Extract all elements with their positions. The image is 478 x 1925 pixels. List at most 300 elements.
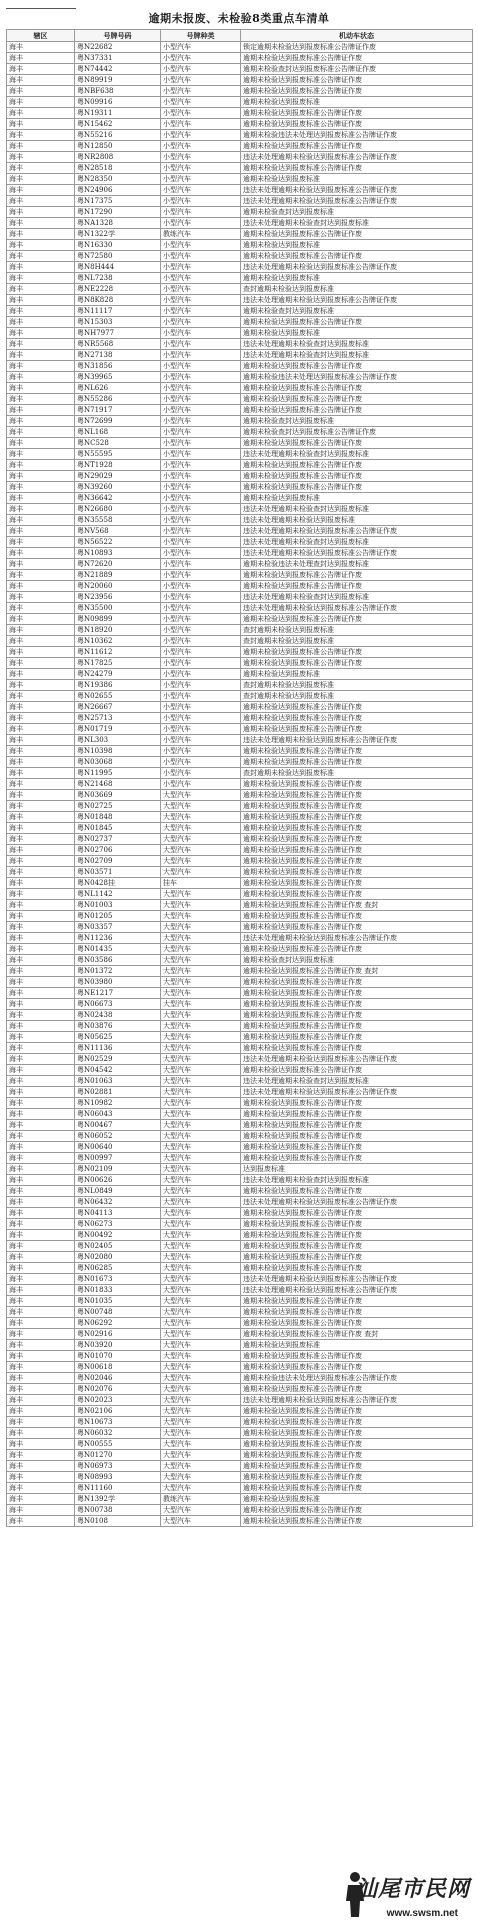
cell-plate-type: 小型汽车: [161, 460, 241, 471]
cell-plate-number: 粤N10893: [75, 548, 161, 559]
cell-plate-type: 大型汽车: [161, 1516, 241, 1527]
table-row: [7, 174, 473, 185]
cell-plate-type: 小型汽车: [161, 273, 241, 284]
cell-plate-number: 粤N28518: [75, 163, 161, 174]
cell-plate-number: 粤NT1928: [75, 460, 161, 471]
cell-plate-type: 小型汽车: [161, 152, 241, 163]
cell-plate-type: 大型汽车: [161, 1219, 241, 1230]
cell-plate-type: 小型汽车: [161, 669, 241, 680]
table-row: [7, 1252, 473, 1263]
cell-vehicle-status: 逾期未检验达到报废标准公告牌证作废: [241, 1483, 473, 1494]
cell-plate-number: 粤N72580: [75, 251, 161, 262]
cell-vehicle-status: 逾期未检验达到报废标准公告牌证作废: [241, 1417, 473, 1428]
cell-vehicle-status: 违法未处理逾期未检验达到报废标准公告牌证作废: [241, 526, 473, 537]
cell-vehicle-status: 逾期未检验达到报废标准公告牌证作废: [241, 317, 473, 328]
table-row: [7, 152, 473, 163]
cell-vehicle-status: 逾期未检验达到报废标准: [241, 493, 473, 504]
cell-plate-number: 粤N01435: [75, 944, 161, 955]
cell-district: 海丰: [7, 1428, 75, 1439]
cell-district: 海丰: [7, 1021, 75, 1032]
table-row: [7, 1164, 473, 1175]
cell-plate-type: 大型汽车: [161, 1043, 241, 1054]
cell-vehicle-status: 逾期未检验达到报废标准公告牌证作废: [241, 229, 473, 240]
cell-plate-number: 粤N00748: [75, 1307, 161, 1318]
cell-plate-type: 小型汽车: [161, 405, 241, 416]
table-row: [7, 867, 473, 878]
cell-plate-number: 粤N55216: [75, 130, 161, 141]
cell-plate-type: 小型汽车: [161, 449, 241, 460]
table-row: [7, 1153, 473, 1164]
cell-plate-number: 粤NC528: [75, 438, 161, 449]
cell-plate-type: 大型汽车: [161, 1395, 241, 1406]
table-row: [7, 526, 473, 537]
cell-vehicle-status: 逾期未检验达到报废标准公告牌证作废: [241, 856, 473, 867]
cell-vehicle-status: 查封逾期未检验达到报废标准: [241, 284, 473, 295]
cell-plate-number: 粤NR5568: [75, 339, 161, 350]
cell-district: 海丰: [7, 1065, 75, 1076]
cell-plate-number: 粤N39965: [75, 372, 161, 383]
cell-plate-type: 大型汽车: [161, 1373, 241, 1384]
cell-plate-number: 粤N03068: [75, 757, 161, 768]
cell-plate-type: 小型汽车: [161, 614, 241, 625]
table-row: [7, 592, 473, 603]
cell-district: 海丰: [7, 658, 75, 669]
cell-plate-type: 小型汽车: [161, 647, 241, 658]
cell-plate-type: 小型汽车: [161, 207, 241, 218]
cell-district: 海丰: [7, 1351, 75, 1362]
cell-plate-type: 小型汽车: [161, 658, 241, 669]
cell-vehicle-status: 逾期未检验达到报废标准公告牌证作废: [241, 1153, 473, 1164]
cell-plate-number: 粤N10398: [75, 746, 161, 757]
cell-district: 海丰: [7, 1010, 75, 1021]
cell-plate-number: 粤N02438: [75, 1010, 161, 1021]
cell-vehicle-status: 逾期未检验达到报废标准公告牌证作废: [241, 1065, 473, 1076]
cell-plate-number: 粤N17825: [75, 658, 161, 669]
cell-district: 海丰: [7, 1417, 75, 1428]
cell-plate-type: 大型汽车: [161, 1076, 241, 1087]
cell-plate-number: 粤N56522: [75, 537, 161, 548]
cell-plate-number: 粤NE2228: [75, 284, 161, 295]
cell-plate-type: 大型汽车: [161, 823, 241, 834]
cell-plate-type: 小型汽车: [161, 757, 241, 768]
cell-district: 海丰: [7, 1274, 75, 1285]
cell-district: 海丰: [7, 911, 75, 922]
cell-plate-type: 小型汽车: [161, 328, 241, 339]
cell-plate-type: 小型汽车: [161, 64, 241, 75]
table-row: [7, 1439, 473, 1450]
cell-plate-number: 粤N06285: [75, 1263, 161, 1274]
cell-plate-type: 小型汽车: [161, 141, 241, 152]
table-row: [7, 724, 473, 735]
cell-plate-number: 粤N04542: [75, 1065, 161, 1076]
table-row: [7, 1120, 473, 1131]
table-row: [7, 449, 473, 460]
cell-vehicle-status: 逾期未检验达到报废标准公告牌证作废: [241, 713, 473, 724]
cell-district: 海丰: [7, 284, 75, 295]
cell-vehicle-status: 逾期未检验达到报废标准公告牌证作废: [241, 944, 473, 955]
cell-plate-type: 挂车: [161, 878, 241, 889]
cell-district: 海丰: [7, 317, 75, 328]
cell-district: 海丰: [7, 240, 75, 251]
cell-plate-number: 粤N29029: [75, 471, 161, 482]
cell-vehicle-status: 逾期未检验达到报废标准公告牌证作废: [241, 999, 473, 1010]
cell-vehicle-status: 逾期未检验查封达到报废标准: [241, 416, 473, 427]
table-row: [7, 735, 473, 746]
cell-plate-type: 大型汽车: [161, 834, 241, 845]
table-row: [7, 284, 473, 295]
table-row: [7, 603, 473, 614]
cell-plate-number: 粤N36642: [75, 493, 161, 504]
cell-vehicle-status: 逾期未检验达到报废标准公告牌证作废 查封: [241, 900, 473, 911]
cell-vehicle-status: 逾期未检验达到报废标准公告牌证作废: [241, 1131, 473, 1142]
cell-plate-number: 粤N06052: [75, 1131, 161, 1142]
table-row: [7, 163, 473, 174]
table-row: [7, 1208, 473, 1219]
table-row: [7, 559, 473, 570]
table-row: [7, 1318, 473, 1329]
cell-district: 海丰: [7, 262, 75, 273]
cell-plate-number: 粤NE1217: [75, 988, 161, 999]
cell-district: 海丰: [7, 218, 75, 229]
cell-vehicle-status: 逾期未检验达到报废标准公告牌证作废: [241, 1296, 473, 1307]
cell-district: 海丰: [7, 1483, 75, 1494]
table-row: [7, 658, 473, 669]
cell-plate-number: 粤N03669: [75, 790, 161, 801]
cell-plate-type: 大型汽车: [161, 790, 241, 801]
cell-plate-type: 大型汽车: [161, 1472, 241, 1483]
cell-plate-number: 粤N37331: [75, 53, 161, 64]
cell-plate-type: 小型汽车: [161, 724, 241, 735]
cell-district: 海丰: [7, 1241, 75, 1252]
cell-plate-number: 粤N06973: [75, 1461, 161, 1472]
cell-vehicle-status: 逾期未检验达到报废标准公告牌证作废: [241, 1010, 473, 1021]
cell-plate-number: 粤N8K828: [75, 295, 161, 306]
cell-plate-number: 粤NL7238: [75, 273, 161, 284]
cell-vehicle-status: 逾期未检验达到报废标准公告牌证作废: [241, 757, 473, 768]
cell-district: 海丰: [7, 614, 75, 625]
cell-plate-number: 粤N15303: [75, 317, 161, 328]
cell-district: 海丰: [7, 691, 75, 702]
cell-vehicle-status: 逾期未检验达到报废标准公告牌证作废: [241, 1439, 473, 1450]
cell-plate-type: 大型汽车: [161, 1318, 241, 1329]
cell-district: 海丰: [7, 64, 75, 75]
cell-vehicle-status: 逾期未检验达到报废标准公告牌证作废: [241, 1505, 473, 1516]
table-row: [7, 42, 473, 53]
cell-plate-type: 小型汽车: [161, 735, 241, 746]
cell-vehicle-status: 逾期未检验达到报废标准公告牌证作废: [241, 889, 473, 900]
table-row: [7, 460, 473, 471]
table-row: [7, 416, 473, 427]
cell-district: 海丰: [7, 1318, 75, 1329]
cell-plate-type: 小型汽车: [161, 504, 241, 515]
cell-plate-number: 粤NH7977: [75, 328, 161, 339]
cell-plate-number: 粤NA1328: [75, 218, 161, 229]
cell-plate-number: 粤N01833: [75, 1285, 161, 1296]
table-row: [7, 1087, 473, 1098]
vehicle-list-table: [6, 29, 473, 1527]
cell-vehicle-status: 逾期未检验达到报废标准公告牌证作废: [241, 1043, 473, 1054]
table-row: [7, 647, 473, 658]
cell-vehicle-status: 逾期未检验达到报废标准公告牌证作废: [241, 647, 473, 658]
cell-vehicle-status: 逾期未检验违法未处理达到报废标准公告牌证作废: [241, 130, 473, 141]
cell-vehicle-status: 逾期未检验查封达到报废标准公告牌证作废: [241, 64, 473, 75]
cell-plate-number: 粤N02709: [75, 856, 161, 867]
cell-plate-number: 粤N26667: [75, 702, 161, 713]
cell-district: 海丰: [7, 768, 75, 779]
table-row: [7, 1065, 473, 1076]
cell-plate-type: 大型汽车: [161, 1175, 241, 1186]
cell-vehicle-status: 逾期未检验达到报废标准公告牌证作废: [241, 394, 473, 405]
cell-plate-number: 粤N39260: [75, 482, 161, 493]
table-row: [7, 636, 473, 647]
cell-vehicle-status: 逾期未检验达到报废标准公告牌证作废: [241, 1263, 473, 1274]
cell-district: 海丰: [7, 1076, 75, 1087]
cell-plate-type: 大型汽车: [161, 1032, 241, 1043]
cell-vehicle-status: 违法未处理逾期未检验达到报废标准公告牌证作废: [241, 196, 473, 207]
cell-district: 海丰: [7, 130, 75, 141]
cell-plate-number: 粤N35558: [75, 515, 161, 526]
table-row: [7, 537, 473, 548]
cell-district: 海丰: [7, 515, 75, 526]
cell-plate-type: 大型汽车: [161, 944, 241, 955]
cell-vehicle-status: 逾期未检验达到报废标准公告牌证作废: [241, 108, 473, 119]
cell-vehicle-status: 逾期未检验达到报废标准公告牌证作废: [241, 1021, 473, 1032]
cell-plate-type: 大型汽车: [161, 1450, 241, 1461]
cell-plate-number: 粤N02725: [75, 801, 161, 812]
cell-district: 海丰: [7, 1384, 75, 1395]
cell-vehicle-status: 查封逾期未检验达到报废标准: [241, 768, 473, 779]
table-row: [7, 1516, 473, 1527]
cell-plate-number: 粤N00555: [75, 1439, 161, 1450]
table-row: [7, 97, 473, 108]
cell-plate-type: 大型汽车: [161, 1021, 241, 1032]
table-row: [7, 581, 473, 592]
cell-plate-type: 小型汽车: [161, 625, 241, 636]
cell-vehicle-status: 逾期未检验违法未处理达到报废标准公告牌证作废: [241, 1373, 473, 1384]
table-row: [7, 1494, 473, 1505]
table-row: [7, 812, 473, 823]
cell-district: 海丰: [7, 449, 75, 460]
table-row: [7, 845, 473, 856]
cell-district: 海丰: [7, 1087, 75, 1098]
cell-vehicle-status: 逾期未检验达到报废标准公告牌证作废: [241, 1098, 473, 1109]
table-row: [7, 977, 473, 988]
table-row: [7, 218, 473, 229]
cell-plate-type: 大型汽车: [161, 1065, 241, 1076]
cell-vehicle-status: 逾期未检验达到报废标准公告牌证作废: [241, 1120, 473, 1131]
cell-district: 海丰: [7, 966, 75, 977]
cell-plate-type: 小型汽车: [161, 372, 241, 383]
cell-district: 海丰: [7, 493, 75, 504]
table-row: [7, 999, 473, 1010]
cell-plate-number: 粤N11136: [75, 1043, 161, 1054]
cell-plate-type: 小型汽车: [161, 537, 241, 548]
cell-district: 海丰: [7, 438, 75, 449]
table-row: [7, 75, 473, 86]
cell-vehicle-status: 违法未处理逾期未检验达到报废标准公告牌证作废: [241, 735, 473, 746]
cell-vehicle-status: 违法未处理逾期未检验查封达到报废标准: [241, 350, 473, 361]
cell-vehicle-status: 违法未处理逾期未检验达到报废标准公告牌证作废: [241, 1054, 473, 1065]
cell-district: 海丰: [7, 1109, 75, 1120]
cell-plate-type: 大型汽车: [161, 1307, 241, 1318]
cell-plate-number: 粤NR2808: [75, 152, 161, 163]
cell-plate-number: 粤N74442: [75, 64, 161, 75]
table-row: [7, 1505, 473, 1516]
cell-district: 海丰: [7, 977, 75, 988]
table-row: [7, 1131, 473, 1142]
cell-plate-type: 小型汽车: [161, 713, 241, 724]
cell-district: 海丰: [7, 405, 75, 416]
cell-vehicle-status: 逾期未检验达到报废标准公告牌证作废: [241, 988, 473, 999]
table-row: [7, 1032, 473, 1043]
cell-plate-type: 小型汽车: [161, 86, 241, 97]
table-row: [7, 1362, 473, 1373]
cell-plate-type: 小型汽车: [161, 702, 241, 713]
cell-plate-type: 大型汽车: [161, 1153, 241, 1164]
cell-district: 海丰: [7, 1043, 75, 1054]
cell-vehicle-status: 逾期未检验违法未处理查封达到报废标准: [241, 559, 473, 570]
cell-vehicle-status: 违法未处理逾期未检验达到报废标准公告牌证作废: [241, 152, 473, 163]
cell-plate-number: 粤N06032: [75, 1428, 161, 1439]
cell-district: 海丰: [7, 196, 75, 207]
cell-vehicle-status: 违法未处理逾期未检验查封达到报废标准: [241, 339, 473, 350]
cell-plate-number: 粤N00997: [75, 1153, 161, 1164]
table-row: [7, 515, 473, 526]
table-row: [7, 1461, 473, 1472]
table-row: [7, 328, 473, 339]
cell-vehicle-status: 逾期未检验达到报废标准公告牌证作废: [241, 251, 473, 262]
cell-plate-type: 大型汽车: [161, 1208, 241, 1219]
cell-plate-number: 粤N01070: [75, 1351, 161, 1362]
cell-district: 海丰: [7, 86, 75, 97]
cell-plate-number: 粤N27138: [75, 350, 161, 361]
table-row: [7, 196, 473, 207]
cell-plate-number: 粤N01372: [75, 966, 161, 977]
cell-vehicle-status: 逾期未检验达到报废标准: [241, 97, 473, 108]
cell-plate-type: 小型汽车: [161, 163, 241, 174]
cell-vehicle-status: 查封逾期未检验达到报废标准: [241, 625, 473, 636]
cell-vehicle-status: 逾期未检验达到报废标准公告牌证作废: [241, 53, 473, 64]
cell-plate-type: 大型汽车: [161, 933, 241, 944]
cell-vehicle-status: 违法未处理逾期未检验达到报废标准公告牌证作废: [241, 1395, 473, 1406]
cell-plate-type: 小型汽车: [161, 185, 241, 196]
cell-vehicle-status: 逾期未检验达到报废标准公告牌证作废: [241, 1516, 473, 1527]
cell-plate-number: 粤N03571: [75, 867, 161, 878]
cell-plate-number: 粤N03586: [75, 955, 161, 966]
table-row: [7, 1197, 473, 1208]
cell-district: 海丰: [7, 207, 75, 218]
cell-district: 海丰: [7, 350, 75, 361]
cell-plate-type: 小型汽车: [161, 383, 241, 394]
top-rule: [6, 8, 76, 9]
table-row: [7, 1109, 473, 1120]
table-row: [7, 757, 473, 768]
cell-vehicle-status: 逾期未检验达到报废标准公告牌证作废: [241, 1450, 473, 1461]
table-row: [7, 64, 473, 75]
cell-vehicle-status: 逾期未检验达到报废标准公告牌证作废: [241, 163, 473, 174]
cell-plate-number: 粤N02046: [75, 1373, 161, 1384]
cell-plate-type: 大型汽车: [161, 1252, 241, 1263]
cell-plate-type: 大型汽车: [161, 1109, 241, 1120]
table-row: [7, 493, 473, 504]
cell-district: 海丰: [7, 504, 75, 515]
table-row: [7, 1175, 473, 1186]
cell-vehicle-status: 逾期未检验达到报废标准公告牌证作废: [241, 1318, 473, 1329]
cell-plate-type: 小型汽车: [161, 559, 241, 570]
cell-district: 海丰: [7, 1131, 75, 1142]
cell-plate-type: 大型汽车: [161, 1142, 241, 1153]
cell-plate-number: 粤N35500: [75, 603, 161, 614]
cell-vehicle-status: 逾期未检验达到报废标准公告牌证作废: [241, 75, 473, 86]
cell-district: 海丰: [7, 141, 75, 152]
cell-district: 海丰: [7, 471, 75, 482]
table-row: [7, 1274, 473, 1285]
table-row: [7, 1186, 473, 1197]
cell-vehicle-status: 逾期未检验达到报废标准公告牌证作废: [241, 1219, 473, 1230]
cell-vehicle-status: 逾期未检验达到报废标准公告牌证作废: [241, 801, 473, 812]
cell-vehicle-status: 逾期未检验达到报废标准公告牌证作废: [241, 1208, 473, 1219]
cell-plate-type: 小型汽车: [161, 361, 241, 372]
cell-plate-type: 大型汽车: [161, 1351, 241, 1362]
table-row: [7, 1384, 473, 1395]
table-row: [7, 427, 473, 438]
table-row: [7, 570, 473, 581]
cell-vehicle-status: 违法未处理逾期未检验查封达到报废标准: [241, 449, 473, 460]
table-row: [7, 306, 473, 317]
cell-district: 海丰: [7, 75, 75, 86]
cell-vehicle-status: 逾期未检验达到报废标准: [241, 240, 473, 251]
table-row: [7, 790, 473, 801]
cell-plate-number: 粤N55595: [75, 449, 161, 460]
cell-plate-type: 小型汽车: [161, 295, 241, 306]
cell-vehicle-status: 逾期未检验达到报废标准公告牌证作废: [241, 834, 473, 845]
cell-plate-type: 小型汽车: [161, 284, 241, 295]
table-row: [7, 823, 473, 834]
cell-plate-type: 大型汽车: [161, 889, 241, 900]
table-row: [7, 1021, 473, 1032]
cell-district: 海丰: [7, 339, 75, 350]
cell-plate-number: 粤N22682: [75, 42, 161, 53]
cell-plate-number: 粤N0108: [75, 1516, 161, 1527]
cell-plate-type: 教练汽车: [161, 229, 241, 240]
cell-plate-number: 粤NL1142: [75, 889, 161, 900]
cell-vehicle-status: 逾期未检验达到报废标准公告牌证作废: [241, 1032, 473, 1043]
cell-district: 海丰: [7, 185, 75, 196]
cell-vehicle-status: 逾期未检验达到报废标准公告牌证作废: [241, 438, 473, 449]
cell-district: 海丰: [7, 1516, 75, 1527]
cell-district: 海丰: [7, 163, 75, 174]
table-row: [7, 1406, 473, 1417]
cell-plate-type: 大型汽车: [161, 1186, 241, 1197]
cell-plate-type: 大型汽车: [161, 977, 241, 988]
cell-plate-number: 粤NL303: [75, 735, 161, 746]
cell-plate-type: 小型汽车: [161, 493, 241, 504]
cell-plate-type: 小型汽车: [161, 526, 241, 537]
table-row: [7, 1373, 473, 1384]
cell-plate-number: 粤N01003: [75, 900, 161, 911]
cell-district: 海丰: [7, 1373, 75, 1384]
cell-plate-type: 小型汽车: [161, 779, 241, 790]
cell-plate-type: 小型汽车: [161, 746, 241, 757]
table-row: [7, 339, 473, 350]
cell-plate-type: 大型汽车: [161, 999, 241, 1010]
cell-vehicle-status: 逾期未检验达到报废标准: [241, 669, 473, 680]
cell-district: 海丰: [7, 669, 75, 680]
cell-plate-type: 大型汽车: [161, 1087, 241, 1098]
cell-plate-number: 粤NL626: [75, 383, 161, 394]
table-row: [7, 922, 473, 933]
cell-district: 海丰: [7, 592, 75, 603]
